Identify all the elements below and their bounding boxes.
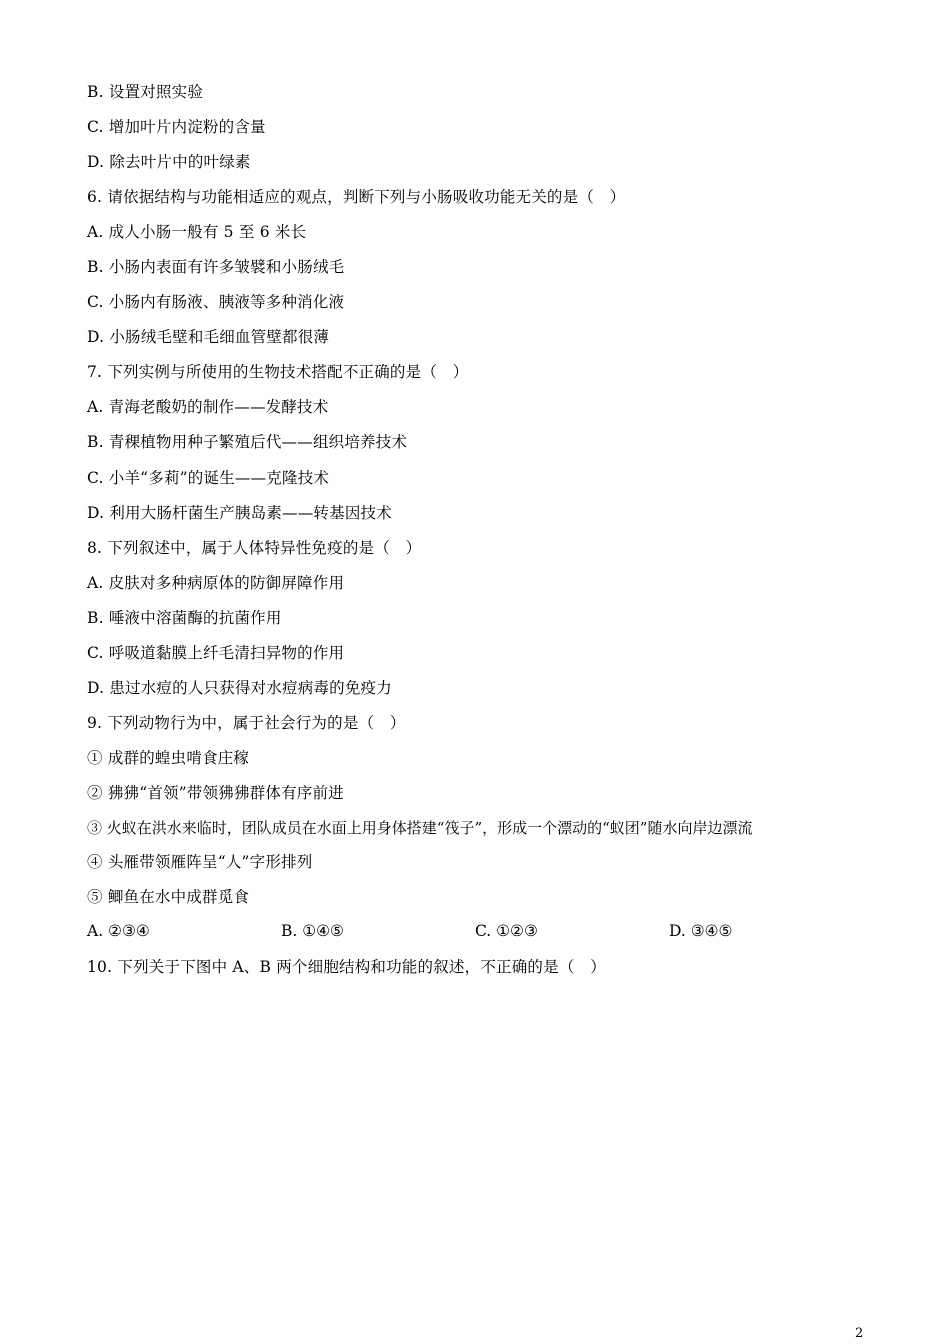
q8-stem: 8. 下列叙述中，属于人体特异性免疫的是（ ） (87, 539, 422, 557)
q10-stem: 10. 下列关于下图中 A、B 两个细胞结构和功能的叙述，不正确的是（ ） (87, 958, 606, 976)
q8-option-a: A. 皮肤对多种病原体的防御屏障作用 (87, 574, 345, 592)
q9-option-b: B. ①④⑤ (281, 922, 344, 940)
q6-option-c: C. 小肠内有肠液、胰液等多种消化液 (87, 293, 345, 311)
q7-stem: 7. 下列实例与所使用的生物技术搭配不正确的是（ ） (87, 363, 469, 381)
q9-stem: 9. 下列动物行为中，属于社会行为的是（ ） (87, 714, 406, 732)
q7-option-a: A. 青海老酸奶的制作——发酵技术 (87, 398, 329, 416)
q6-option-d: D. 小肠绒毛壁和毛细血管壁都很薄 (87, 328, 330, 346)
q7-option-c: C. 小羊“多莉”的诞生——克隆技术 (87, 469, 330, 487)
q5-option-c: C. 增加叶片内淀粉的含量 (87, 118, 266, 136)
q9-option-d: D. ③④⑤ (669, 922, 733, 940)
q9-item-4: ④ 头雁带领雁阵呈“人”字形排列 (87, 853, 313, 871)
q5-option-d: D. 除去叶片中的叶绿素 (87, 153, 251, 171)
q7-option-d: D. 利用大肠杆菌生产胰岛素——转基因技术 (87, 504, 392, 522)
q9-option-a: A. ②③④ (87, 922, 150, 940)
q8-option-b: B. 唾液中溶菌酶的抗菌作用 (87, 609, 282, 627)
q9-item-2: ② 狒狒“首领”带领狒狒群体有序前进 (87, 784, 344, 802)
q6-option-b: B. 小肠内表面有许多皱襞和小肠绒毛 (87, 258, 345, 276)
q6-option-a: A. 成人小肠一般有 5 至 6 米长 (87, 223, 307, 241)
q8-option-d: D. 患过水痘的人只获得对水痘病毒的免疫力 (87, 679, 392, 697)
q7-option-b: B. 青稞植物用种子繁殖后代——组织培养技术 (87, 433, 408, 451)
q9-item-5: ⑤ 鲫鱼在水中成群觅食 (87, 888, 250, 906)
page-number: 2 (855, 1326, 864, 1341)
q9-option-c: C. ①②③ (475, 922, 538, 940)
q5-option-b: B. 设置对照实验 (87, 83, 204, 101)
q9-item-1: ① 成群的蝗虫啃食庄稼 (87, 749, 250, 767)
q6-stem: 6. 请依据结构与功能相适应的观点，判断下列与小肠吸收功能无关的是（ ） (87, 188, 626, 206)
q8-option-c: C. 呼吸道黏膜上纤毛清扫异物的作用 (87, 644, 345, 662)
q9-item-3: ③ 火蚁在洪水来临时，团队成员在水面上用身体搭建“筏子”，形成一个漂动的“蚁团”随水向岸边漂流 (87, 819, 753, 837)
